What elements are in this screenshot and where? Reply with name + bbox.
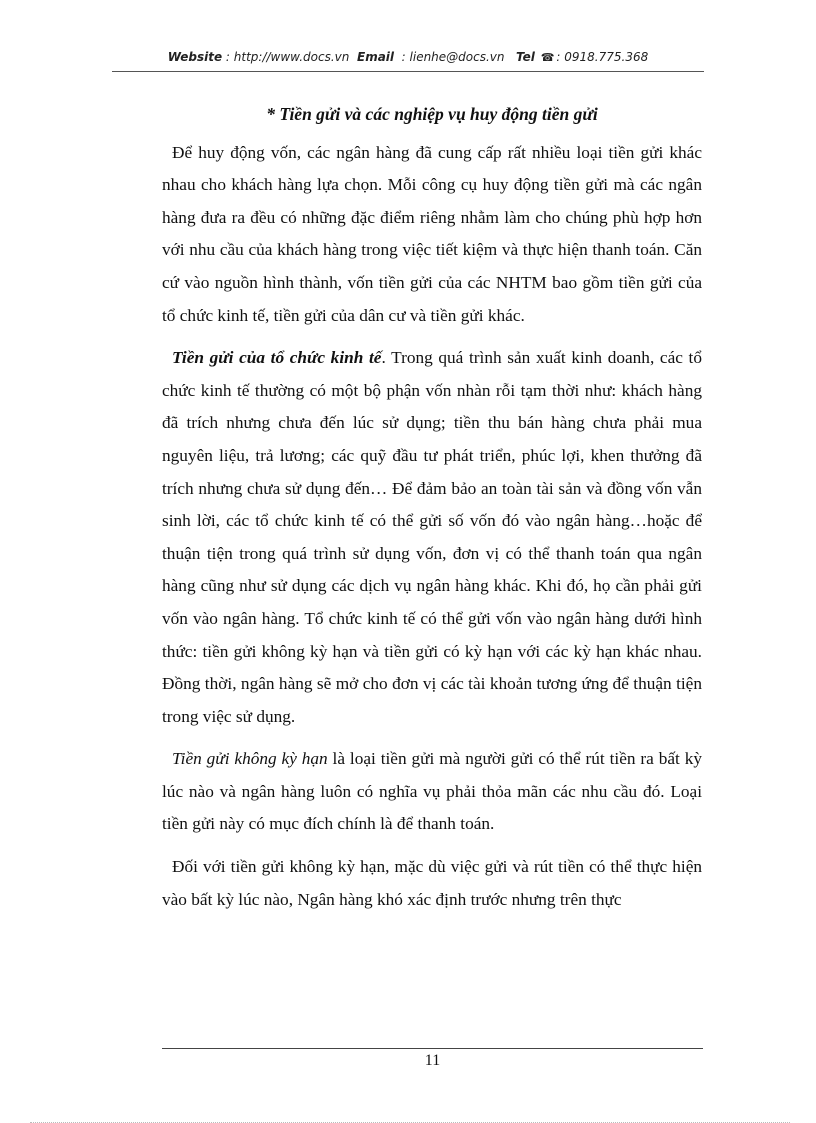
document-body bbox=[162, 98, 702, 926]
tel-label: Tel bbox=[515, 50, 535, 64]
tel-value: : 0918.775.368 bbox=[556, 50, 649, 64]
paragraph bbox=[162, 743, 702, 841]
paragraph-lead: Tiền gửi không kỳ hạn bbox=[172, 749, 328, 769]
paragraph-text: Để huy động vốn, các ngân hàng đã cung cấp rất nhiều loại tiền gửi khác nhau cho khách hàng lựa chọn. Mỗi công cụ huy động tiền gửi mà các ngân hàng đưa ra đều có những đặc điểm riêng nhằm làm cho chúng phù hợp hơn với nhu cầu của khách hàng trong việc tiết kiệm và thực hiện thanh toán. Căn cứ vào nguồn hình thành, vốn tiền gửi của các NHTM bao gồm tiền gửi của tổ chức kinh tế, tiền gửi của dân cư và tiền gửi khác. bbox=[162, 142, 702, 325]
paragraph bbox=[162, 342, 702, 733]
phone-icon: ☎ bbox=[540, 51, 555, 64]
section-title: * Tiền gửi và các nghiệp vụ huy động tiền gửi bbox=[266, 104, 598, 124]
paragraph-lead: Tiền gửi của tổ chức kinh tế bbox=[172, 348, 382, 368]
page-number: 11 bbox=[424, 1052, 441, 1069]
paragraph-text: là loại tiền gửi mà người gửi có thể rút tiền ra bất kỳ lúc nào và ngân hàng luôn có nghĩa vụ phải thỏa mãn các nhu cầu đó. Loại tiền gửi này có mục đích chính là để thanh toán. bbox=[162, 749, 702, 834]
email-label: Email bbox=[357, 50, 395, 64]
website-label: Website bbox=[167, 50, 223, 64]
paragraph-text: Đối với tiền gửi không kỳ hạn, mặc dù việc gửi và rút tiền có thể thực hiện vào bất kỳ lúc nào, Ngân hàng khó xác định trước nhưng trên thực bbox=[162, 857, 702, 909]
page-header bbox=[0, 50, 816, 64]
footer-divider bbox=[162, 1048, 703, 1049]
paragraph bbox=[162, 137, 702, 333]
paragraph-text: . Trong quá trình sản xuất kinh doanh, các tổ chức kinh tế thường có một bộ phận vốn nhàn rỗi tạm thời như: khách hàng đã trích nhưng chưa đến lúc sử dụng; tiền thu bán hàng chưa phải mua nguyên liệu, trả lương; các quỹ đầu tư phát triển, phúc lợi, khen thưởng đã trích nhưng chưa sử dụng đến… Để đảm bảo an toàn tài sản và đồng vốn vẫn sinh lời, các tổ chức kinh tế có thể gửi số vốn đó vào ngân hàng…hoặc để thuận tiện trong quá trình sử dụng vốn, đơn vị có thể thanh toán qua ngân hàng cũng như sử dụng các dịch vụ ngân hàng khác. Khi đó, họ cần phải gửi vốn vào ngân hàng. Tổ chức kinh tế có thể gửi vốn vào ngân hàng dưới hình thức: tiền gửi không kỳ hạn và tiền gửi có kỳ hạn với các kỳ hạn khác nhau. Đồng thời, ngân hàng sẽ mở cho đơn vị các tài khoản tương ứng để thuận tiện trong việc sử dụng. bbox=[162, 348, 702, 726]
paragraph bbox=[162, 851, 702, 916]
header-divider bbox=[112, 71, 704, 72]
email-value: : lienhe@docs.vn bbox=[401, 50, 505, 64]
website-value: : http://www.docs.vn bbox=[225, 50, 350, 64]
